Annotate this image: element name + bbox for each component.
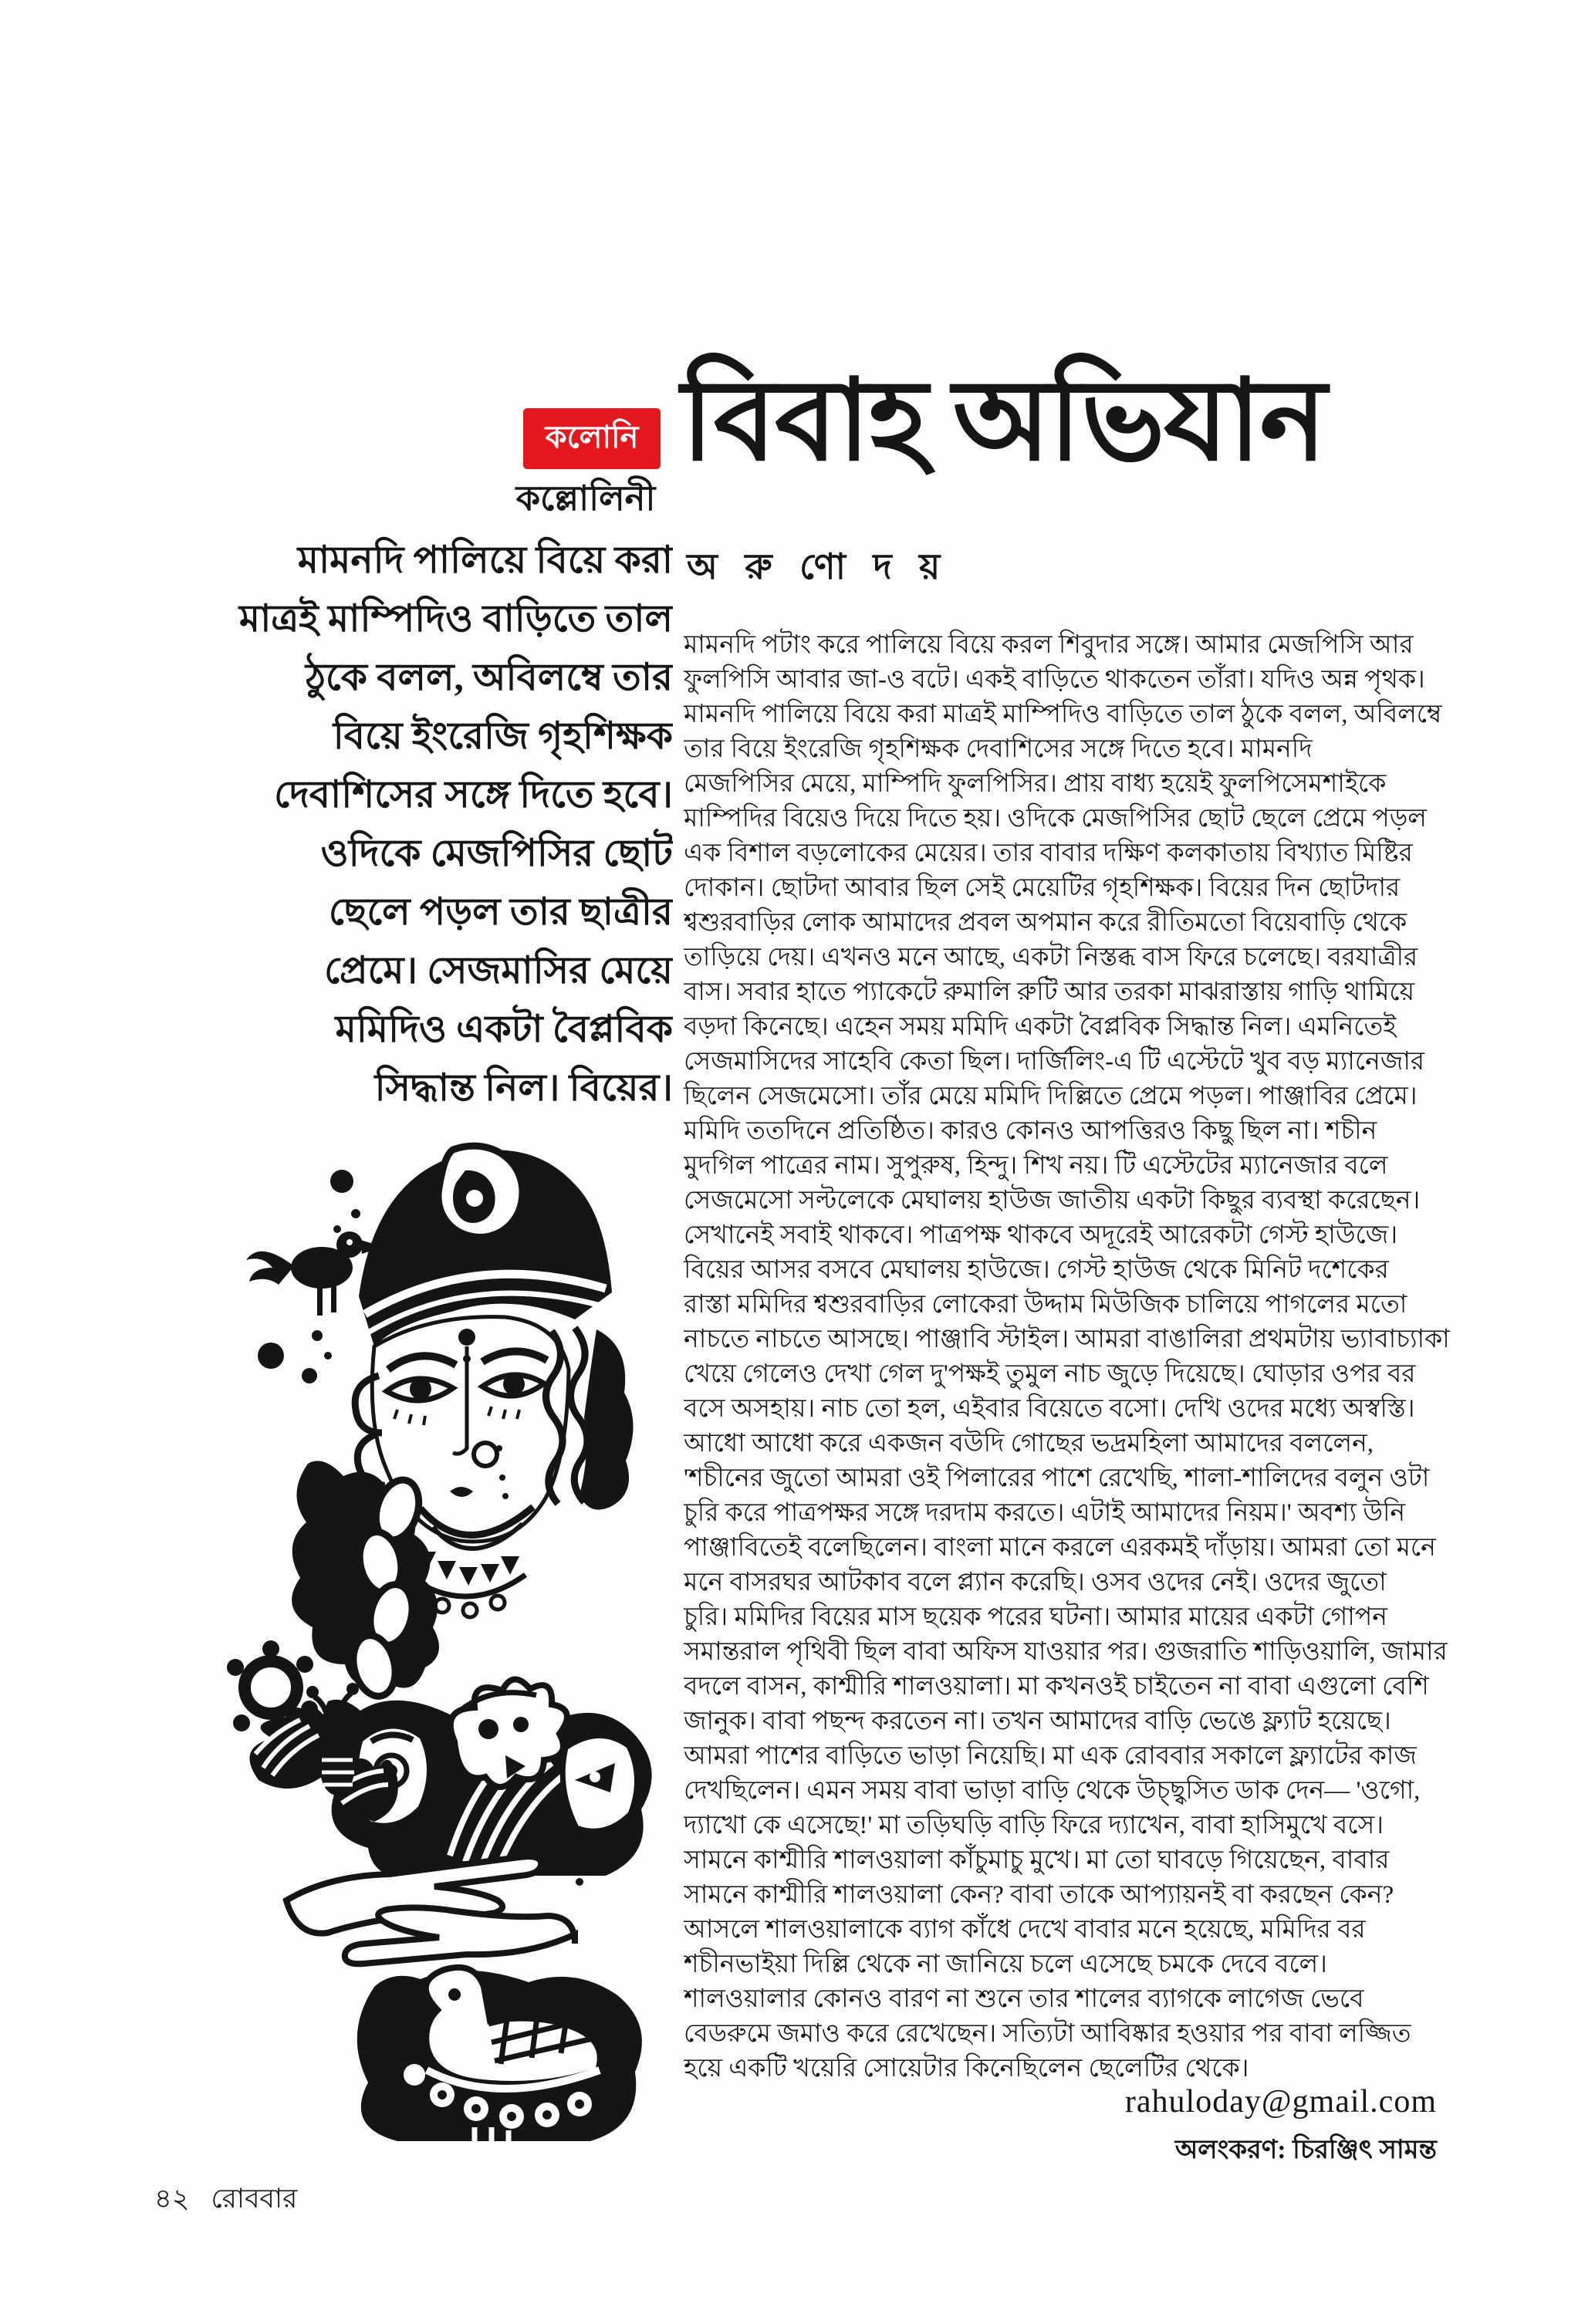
section-tag-label: কলোনি	[545, 420, 639, 454]
body-line: বদলে বাসন, কাশ্মীরি শালওয়ালা। মা কখনওই চাইতেন না বাবা এগুলো বেশি	[684, 1673, 1429, 1701]
intro-line: বিয়ে ইংরেজি গৃহশিক্ষক	[333, 714, 673, 757]
body-line: দোকান। ছোটদা আবার ছিল সেই মেয়েটির গৃহশিক্ষক। বিয়ের দিন ছোটদার	[684, 874, 1401, 902]
body-line: মামনদি পটাং করে পালিয়ে বিয়ে করল শিবুদার সঙ্গে। আমার মেজপিসি আর	[684, 631, 1414, 659]
body-line: চুরি। মমিদির বিয়ের মাস ছয়েক পরের ঘটনা। আমার মায়ের একটা গোপন	[684, 1603, 1387, 1631]
body-line: শচীনভাইয়া দিল্লি থেকে না জানিয়ে চলে এসেছে চমকে দেবে বলে।	[684, 1951, 1327, 1978]
illustration-svg	[143, 1115, 675, 2149]
body-line: সামনে কাশ্মীরি শালওয়ালা কাঁচুমাচু মুখে। মা তো ঘাবড়ে গিয়েছেন, বাবার	[684, 1846, 1390, 1874]
intro-line: ছেলে পড়ল তার ছাত্রীর	[328, 890, 673, 933]
section-tag-box	[523, 408, 661, 469]
series-title: কল্লোলিনী	[515, 479, 656, 518]
illustrator-credit: অলংকরণ: চিরঞ্জিৎ সামন্ত	[1174, 2136, 1437, 2164]
body-line: চুরি করে পাত্রপক্ষর সঙ্গে দরদাম করতে। এটাই আমাদের নিয়ম।' অবশ্য উনি	[684, 1499, 1406, 1527]
intro-line: মমিদিও একটা বৈপ্লবিক	[335, 1008, 673, 1050]
body-line: মামনদি পালিয়ে বিয়ে করা মাত্রই মাম্পিদিও বাড়িতে তাল ঠুকে বলল, অবিলম্বে	[684, 701, 1442, 728]
body-line: ছিলেন সেজমেসো। তাঁর মেয়ে মমিদি দিল্লিতে প্রেমে পড়ল। পাঞ্জাবির প্রেমে।	[684, 1083, 1418, 1110]
article-body	[684, 628, 1534, 2098]
body-line: শালওয়ালার কোনও বারণ না শুনে তার শালের ব্যাগকে লাগেজ ভেবে	[684, 1985, 1364, 2013]
body-line: সমান্তরাল পৃথিবী ছিল বাবা অফিস যাওয়ার পর। গুজরাতি শাড়িওয়ালি, জামার	[684, 1638, 1448, 1666]
author-byline: অ রু ণো দ য়	[687, 547, 950, 586]
body-line: শ্বশুরবাড়ির লোক আমাদের প্রবল অপমান করে রীতিমতো বিয়েবাড়ি থেকে	[684, 909, 1407, 937]
intro-line: মাত্রই মাম্পিদিও বাড়িতে তাল	[238, 597, 673, 640]
body-line: সেখানেই সবাই থাকবে। পাত্রপক্ষ থাকবে অদূরেই আরেকটা গেস্ট হাউজে।	[684, 1221, 1398, 1249]
body-line: বেডরুমে জমাও করে রেখেছেন। সত্যিটা আবিষ্কার হওয়ার পর বাবা লজ্জিত	[684, 2020, 1411, 2048]
body-line: বসে অসহায়। নাচ তো হল, এইবার বিয়েতে বসো। দেখি ওদের মধ্যে অস্বস্তি।	[684, 1395, 1415, 1423]
body-line: দেখছিলেন। এমন সময় বাবা ভাড়া বাড়ি থেকে উচ্ছ্বসিত ডাক দেন— 'ওগো,	[684, 1777, 1421, 1805]
body-line: বাস। সবার হাতে প্যাকেটে রুমালি রুটি আর তরকা মাঝরাস্তায় গাড়ি থামিয়ে	[684, 978, 1415, 1006]
body-line: আসলে শালওয়ালাকে ব্যাগ কাঁধে দেখে বাবার মনে হয়েছে, মমিদির বর	[684, 1916, 1366, 1944]
body-line: খেয়ে গেলেও দেখা গেল দু'পক্ষই তুমুল নাচ জুড়ে দিয়েছে। ঘোড়ার ওপর বর	[684, 1360, 1416, 1388]
body-line: বড়দা কিনেছে। এহেন সময় মমিদি একটা বৈপ্লবিক সিদ্ধান্ত নিল। এমনিতেই	[684, 1013, 1397, 1041]
body-line: মাম্পিদির বিয়েও দিয়ে দিতে হয়। ওদিকে মেজপিসির ছোট ছেলে প্রেমে পড়ল	[684, 805, 1427, 833]
body-line: তার বিয়ে ইংরেজি গৃহশিক্ষক দেবাশিসের সঙ্গে দিতে হবে। মামনদি	[684, 735, 1313, 763]
intro-line: মামনদি পালিয়ে বিয়ে করা	[297, 539, 673, 581]
intro-line: প্রেমে। সেজমাসির মেয়ে	[324, 949, 673, 991]
body-line: নাচতে নাচতে আসছে। পাঞ্জাবি স্টাইল। আমরা বাঙালিরা প্রথমটায় ভ্যাবাচ্যাকা	[684, 1326, 1450, 1353]
body-line: মেজপিসির মেয়ে, মাম্পিদি ফুলপিসির। প্রায় বাধ্য হয়েই ফুলপিসেমশাইকে	[684, 770, 1387, 798]
body-line: মমিদি ততদিনে প্রতিষ্ঠিত। কারও কোনও আপত্তিরও কিছু ছিল না। শচীন	[684, 1117, 1377, 1145]
intro-line: দেবাশিসের সঙ্গে দিতে হবে।	[274, 773, 673, 816]
body-line: দ্যাখো কে এসেছে!' মা তড়িঘড়ি বাড়ি ফিরে দ্যাখেন, বাবা হাসিমুখে বসে।	[684, 1812, 1384, 1839]
body-line: হয়ে একটি খয়েরি সোয়েটার কিনেছিলেন ছেলেটির থেকে।	[684, 2055, 1249, 2082]
body-line: সেজমেসো সল্টলেকে মেঘালয় হাউজ জাতীয় একটা কিছুর ব্যবস্থা করেছেন।	[684, 1187, 1421, 1214]
magazine-name: রোববার	[211, 2184, 298, 2214]
body-line: ফুলপিসি আবার জা-ও বটে। একই বাড়িতে থাকতেন তাঁরা। যদিও অন্ন পৃথক।	[684, 666, 1425, 694]
bride-face	[292, 1146, 633, 1701]
body-line: তাড়িয়ে দেয়। এখনও মনে আছে, একটা নিস্তব্ধ বাস ফিরে চলেছে। বরযাত্রীর	[684, 944, 1418, 971]
body-line: পাঞ্জাবিতেই বলেছিলেন। বাংলা মানে করলে এরকমই দাঁড়ায়। আমরা তো মনে	[684, 1534, 1436, 1562]
page-number: ৪২	[154, 2184, 190, 2214]
page-footer	[154, 2177, 297, 2223]
body-line: জানুক। বাবা পছন্দ করতেন না। তখন আমাদের বাড়ি ভেঙে ফ্ল্যাট হয়েছে।	[684, 1708, 1391, 1735]
body-line: মনে বাসরঘর আটকাব বলে প্ল্যান করেছি। ওসব ওদের নেই। ওদের জুতো	[684, 1569, 1387, 1596]
body-line: আধো আধো করে একজন বউদি গোছের ভদ্রমহিলা আমাদের বললেন,	[684, 1430, 1374, 1458]
intro-line: ওদিকে মেজপিসির ছোট	[320, 832, 673, 874]
body-line: বিয়ের আসর বসবে মেঘালয় হাউজে। গেস্ট হাউজ থেকে মিনিট দশেকের	[684, 1256, 1389, 1284]
illustration	[143, 1115, 675, 2149]
body-line: মুদগিল পাত্রের নাম। সুপুরুষ, হিন্দু। শিখ নয়। টি এস্টেটের ম্যানেজার বলে	[684, 1152, 1388, 1180]
intro-deck	[116, 531, 673, 1148]
article-headline: বিবাহ অভিযান	[681, 359, 1326, 484]
author-email: rahuloday@gmail.com	[1124, 2084, 1437, 2120]
body-line: এক বিশাল বড়লোকের মেয়ের। তার বাবার দক্ষিণ কলকাতায় বিখ্যাত মিষ্টির	[684, 839, 1413, 867]
decorative-bird	[357, 1968, 642, 2144]
body-line: আমরা পাশের বাড়িতে ভাড়া নিয়েছি। মা এক রোববার সকালে ফ্ল্যাটের কাজ	[684, 1742, 1417, 1770]
body-line: 'শচীনের জুতো আমরা ওই পিলারের পাশে রেখেছি, শালা-শালিদের বলুন ওটা	[684, 1464, 1430, 1492]
signature-block	[926, 2083, 1437, 2174]
body-line: রাস্তা মমিদির শ্বশুরবাড়ির লোকেরা উদ্দাম মিউজিক চালিয়ে পাগলের মতো	[684, 1291, 1407, 1319]
intro-line: সিদ্ধান্ত নিল। বিয়ের।	[374, 1066, 673, 1109]
body-line: সেজমাসিদের সাহেবি কেতা ছিল। দার্জিলিং-এ টি এস্টেটে খুব বড় ম্যানেজার	[684, 1048, 1425, 1076]
profile-face-right	[563, 1735, 637, 1831]
intro-line: ঠুকে বলল, অবিলম্বে তার	[305, 656, 673, 698]
body-line: সামনে কাশ্মীরি শালওয়ালা কেন? বাবা তাকে আপ্যায়নই বা করছেন কেন?	[684, 1881, 1394, 1909]
